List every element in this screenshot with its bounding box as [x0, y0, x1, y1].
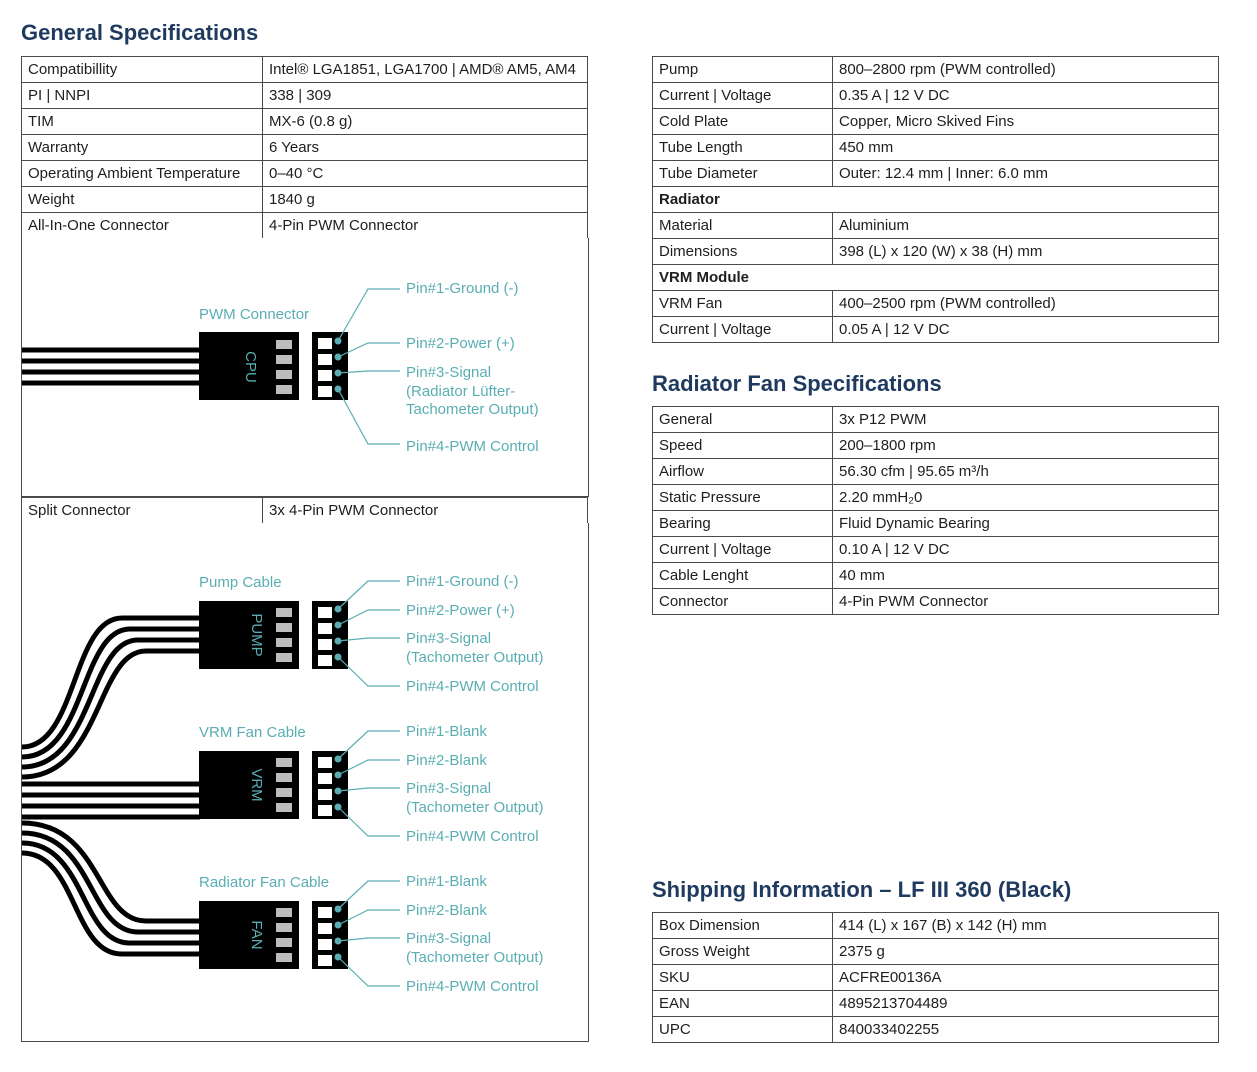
table-row	[653, 563, 1219, 589]
spec-key: Bearing	[653, 511, 833, 537]
table-row	[653, 317, 1219, 343]
pin-label: Pin#3-Signal	[406, 780, 492, 797]
plug-text: PUMP	[248, 613, 266, 657]
table-row	[653, 991, 1219, 1017]
pin-label: (Tachometer Output)	[406, 949, 544, 966]
plug-text: VRM	[248, 768, 266, 802]
table-row	[22, 109, 588, 135]
vrm-fan-cable-label: VRM Fan Cable	[199, 724, 306, 741]
spec-value: 398 (L) x 120 (W) x 38 (H) mm	[833, 239, 1219, 265]
spec-value: 56.30 cfm | 95.65 m³/h	[833, 459, 1219, 485]
table-row	[653, 459, 1219, 485]
pin-label: Pin#3-Signal	[406, 930, 492, 947]
pin-label: (Tachometer Output)	[406, 649, 544, 666]
table-row	[653, 965, 1219, 991]
fan-specs-table	[652, 406, 1219, 615]
pin-label: Pin#4-PWM Control	[406, 438, 539, 455]
plug-text: FAN	[248, 920, 266, 950]
spec-value: 0.35 A | 12 V DC	[833, 83, 1219, 109]
vrm-module-header: VRM Module	[653, 265, 1219, 291]
split-connector-table	[21, 497, 588, 524]
pin-label: (Radiator Lüfter-	[406, 383, 516, 400]
table-row	[653, 291, 1219, 317]
pin-label: Pin#4-PWM Control	[406, 678, 539, 695]
pin-label: Tachometer Output)	[406, 401, 539, 418]
spec-key: Warranty	[22, 135, 263, 161]
spec-value: 414 (L) x 167 (B) x 142 (H) mm	[833, 913, 1219, 939]
table-row	[653, 83, 1219, 109]
table-row	[653, 407, 1219, 433]
table-row	[653, 57, 1219, 83]
pump-radiator-table	[652, 56, 1219, 343]
spec-key: Cable Lenght	[653, 563, 833, 589]
spec-key: Speed	[653, 433, 833, 459]
table-row	[22, 135, 588, 161]
table-row	[22, 161, 588, 187]
aio-connector-diagram	[21, 238, 589, 497]
table-row	[22, 213, 588, 239]
spec-value: 1840 g	[263, 187, 588, 213]
pin-label: Pin#2-Power (+)	[406, 602, 515, 619]
spec-key: Current | Voltage	[653, 537, 833, 563]
plug-text: CPU	[242, 351, 260, 383]
spec-key: UPC	[653, 1017, 833, 1043]
spec-value: 0–40 °C	[263, 161, 588, 187]
table-row	[653, 135, 1219, 161]
spec-value: Copper, Micro Skived Fins	[833, 109, 1219, 135]
pin-label: Pin#2-Blank	[406, 752, 487, 769]
pin-label: Pin#4-PWM Control	[406, 828, 539, 845]
spec-value: 4-Pin PWM Connector	[263, 213, 588, 239]
split-cable-bundle	[22, 618, 200, 954]
table-row	[22, 187, 588, 213]
pin-header	[312, 751, 348, 819]
spec-key: Split Connector	[22, 498, 263, 524]
table-row	[653, 1017, 1219, 1043]
table-row	[653, 213, 1219, 239]
spec-value: 3x P12 PWM	[833, 407, 1219, 433]
pin-label: Pin#4-PWM Control	[406, 978, 539, 995]
spec-value: 800–2800 rpm (PWM controlled)	[833, 57, 1219, 83]
table-row	[653, 511, 1219, 537]
spec-key: Operating Ambient Temperature	[22, 161, 263, 187]
spec-key: SKU	[653, 965, 833, 991]
spec-key: Box Dimension	[653, 913, 833, 939]
spec-key: VRM Fan	[653, 291, 833, 317]
spec-key: Pump	[653, 57, 833, 83]
table-row	[653, 589, 1219, 615]
pin-label: Pin#1-Ground (-)	[406, 573, 519, 590]
spec-value: 450 mm	[833, 135, 1219, 161]
table-row	[653, 161, 1219, 187]
spec-value: 4895213704489	[833, 991, 1219, 1017]
spec-key: Connector	[653, 589, 833, 615]
spec-key: Static Pressure	[653, 485, 833, 511]
table-row	[653, 433, 1219, 459]
spec-key: Airflow	[653, 459, 833, 485]
spec-key: Dimensions	[653, 239, 833, 265]
spec-key: Weight	[22, 187, 263, 213]
spec-value: 200–1800 rpm	[833, 433, 1219, 459]
table-row	[653, 239, 1219, 265]
pin-label: Pin#2-Blank	[406, 902, 487, 919]
spec-key: Current | Voltage	[653, 317, 833, 343]
pin-label: Pin#2-Power (+)	[406, 335, 515, 352]
spec-value: Outer: 12.4 mm | Inner: 6.0 mm	[833, 161, 1219, 187]
general-specs-title: General Specifications	[21, 20, 259, 45]
spec-value: 338 | 309	[263, 83, 588, 109]
shipping-table	[652, 912, 1219, 1043]
table-row	[653, 485, 1219, 511]
spec-value: MX-6 (0.8 g)	[263, 109, 588, 135]
spec-value: 0.05 A | 12 V DC	[833, 317, 1219, 343]
spec-value: Aluminium	[833, 213, 1219, 239]
spec-value: 6 Years	[263, 135, 588, 161]
pin-header	[312, 601, 348, 669]
spec-key: Tube Diameter	[653, 161, 833, 187]
cable-bundle	[22, 350, 200, 383]
spec-value: Fluid Dynamic Bearing	[833, 511, 1219, 537]
spec-value: 840033402255	[833, 1017, 1219, 1043]
pin-label: Pin#1-Blank	[406, 723, 487, 740]
table-section-header	[653, 187, 1219, 213]
spec-key: PI | NNPI	[22, 83, 263, 109]
spec-key: Material	[653, 213, 833, 239]
pin-label: Pin#1-Blank	[406, 873, 487, 890]
split-connector-diagram	[21, 523, 589, 1042]
shipping-title: Shipping Information – LF III 360 (Black)	[652, 877, 1072, 902]
fan-specs-title: Radiator Fan Specifications	[652, 371, 942, 396]
spec-value: 400–2500 rpm (PWM controlled)	[833, 291, 1219, 317]
spec-key: Cold Plate	[653, 109, 833, 135]
pin-label: (Tachometer Output)	[406, 799, 544, 816]
spec-key: TIM	[22, 109, 263, 135]
spec-key: Current | Voltage	[653, 83, 833, 109]
spec-value: ACFRE00136A	[833, 965, 1219, 991]
spec-value: 4-Pin PWM Connector	[833, 589, 1219, 615]
spec-key: EAN	[653, 991, 833, 1017]
spec-value: Intel® LGA1851, LGA1700 | AMD® AM5, AM4	[263, 57, 588, 83]
spec-key: All-In-One Connector	[22, 213, 263, 239]
spec-value: 3x 4-Pin PWM Connector	[263, 498, 588, 524]
spec-value: 2.20 mmH₂0	[833, 485, 1219, 511]
pump-cable-label: Pump Cable	[199, 574, 282, 591]
table-row	[22, 498, 588, 524]
spec-value: 0.10 A | 12 V DC	[833, 537, 1219, 563]
general-specs-table	[21, 56, 588, 239]
pwm-connector-label: PWM Connector	[199, 306, 310, 323]
table-row	[653, 939, 1219, 965]
table-row	[653, 913, 1219, 939]
spec-key: General	[653, 407, 833, 433]
table-section-header	[653, 265, 1219, 291]
radiator-fan-cable-label: Radiator Fan Cable	[199, 874, 330, 891]
spec-value: 2375 g	[833, 939, 1219, 965]
spec-key: Gross Weight	[653, 939, 833, 965]
table-row	[22, 57, 588, 83]
table-row	[653, 537, 1219, 563]
pin-header	[312, 332, 348, 400]
radiator-header: Radiator	[653, 187, 1219, 213]
spec-key: Tube Length	[653, 135, 833, 161]
pin-label: Pin#1-Ground (-)	[406, 280, 519, 297]
spec-key: Compatibillity	[22, 57, 263, 83]
table-row	[653, 109, 1219, 135]
pin-label: Pin#3-Signal	[406, 630, 492, 647]
pin-label: Pin#3-Signal	[406, 364, 492, 381]
spec-value: 40 mm	[833, 563, 1219, 589]
table-row	[22, 83, 588, 109]
pin-header	[312, 901, 348, 969]
